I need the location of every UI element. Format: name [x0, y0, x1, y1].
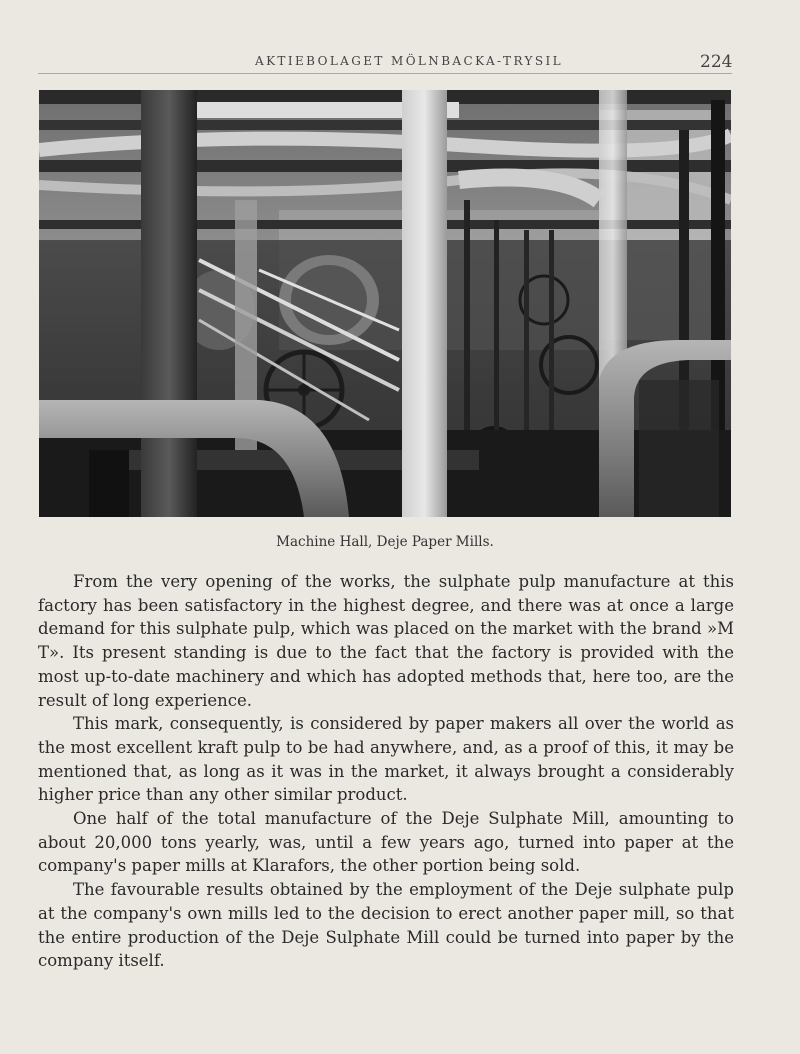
header-rule [38, 73, 732, 74]
paragraph: This mark, consequently, is considered by paper makers all over the world as the most excellent kraft pulp to be had anywhere, and, as a proof of this, it may be mentioned that, as long as it was in the market, it always brought a considerably higher price than any other similar product. [38, 714, 734, 805]
paragraph: One half of the total manufacture of the Deje Sulphate Mill, amounting to about 20,000 tons yearly, was, until a few years ago, turned into paper at the company's paper mills at Klarafors, the other portion being sold. [38, 809, 734, 876]
running-title: AKTIEBOLAGET MÖLNBACKA-TRYSIL [255, 54, 563, 68]
body-text [38, 570, 734, 973]
paragraph: From the very opening of the works, the sulphate pulp manufacture at this factory has been satisfactory in the highest degree, and there was at once a large demand for this sulphate pulp, which was placed on the market with the brand »M T». Its present standing is due to the fact that the factory is provided with the most up-to-date machinery and which has adopted methods that, here too, are the result of long experience. [38, 572, 734, 710]
paragraph: The favourable results obtained by the employment of the Deje sulphate pulp at the company's own mills led to the decision to erect another paper mill, so that the entire production of the Deje Sulphate Mill could be turned into paper by the company itself. [38, 880, 734, 971]
figure-caption: Machine Hall, Deje Paper Mills. [276, 534, 494, 550]
machine-hall-photo [39, 90, 731, 517]
page-number: 224 [700, 52, 733, 72]
running-header [0, 52, 800, 72]
